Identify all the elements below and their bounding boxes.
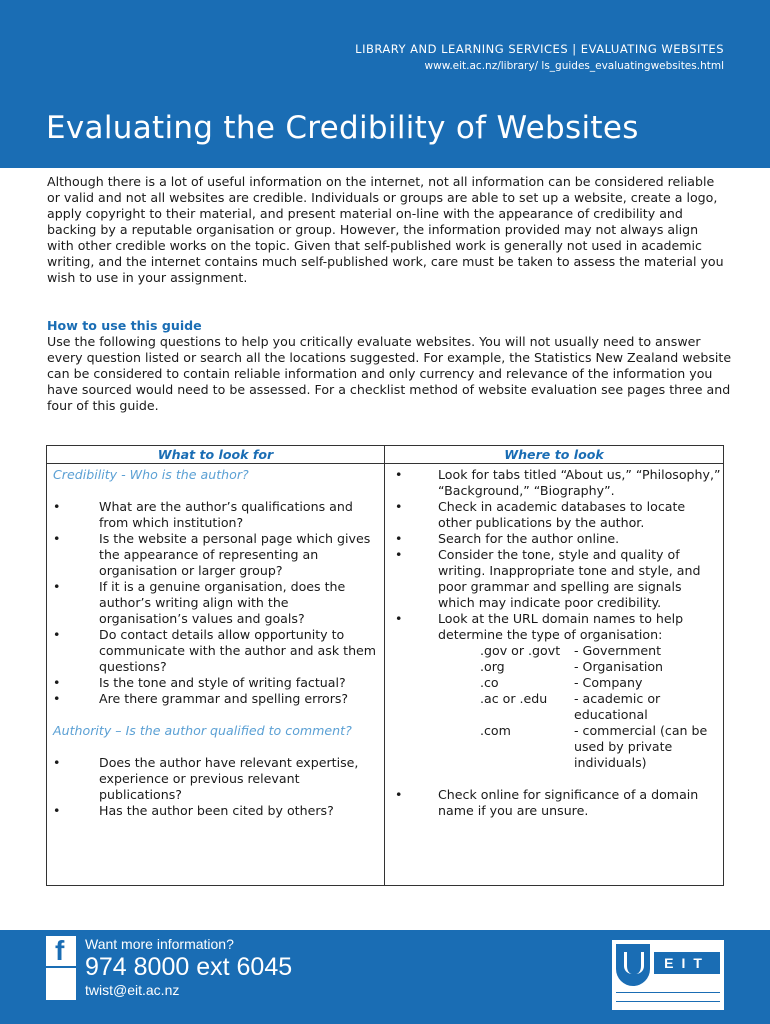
what-column xyxy=(53,467,379,819)
list-item: • Check online for significance of a domain name if you are unsure. xyxy=(390,787,722,819)
list-item: • Search for the author online. xyxy=(390,531,722,547)
how-to-paragraph: Use the following questions to help you critically evaluate websites. You will not usually need to answer every question listed or search all the locations suggested. For example, the Statistics New Zealand website can be considered to contain reliable information and only currency and relevance of the information you have sourced would need to be assessed. For a checklist method of website evaluation see pages three and four of this guide. xyxy=(47,334,732,413)
list-item: • Consider the tone, style and quality of writing. Inappropriate tone and style, and poor grammar and spelling are signals which may indicate poor credibility. xyxy=(390,547,722,611)
domain-desc: - academic or educational xyxy=(574,691,661,722)
page-title: Evaluating the Credibility of Websites xyxy=(46,110,639,146)
table-column-divider xyxy=(384,446,385,885)
list-item: • Is the tone and style of writing factual? xyxy=(53,675,379,691)
domain-name: .com xyxy=(480,723,511,738)
page-header xyxy=(0,0,770,168)
domain-name: .org xyxy=(480,659,505,674)
footer-square-icon xyxy=(46,968,76,1000)
list-item: • Has the author been cited by others? xyxy=(53,803,379,819)
where-column xyxy=(390,467,722,819)
eit-logo xyxy=(612,940,724,1010)
domain-name: .co xyxy=(480,675,499,690)
domain-desc: - Organisation xyxy=(574,659,664,674)
how-to-heading: How to use this guide xyxy=(47,318,202,333)
list-item: • Is the website a personal page which gives the appearance of representing an organisation or larger group? xyxy=(53,531,379,579)
list-item: • Are there grammar and spelling errors? xyxy=(53,691,379,707)
domain-name: .gov or .govt xyxy=(480,643,561,658)
list-item: • If it is a genuine organisation, does the author’s writing align with the organisation’s values and goals? xyxy=(53,579,379,627)
footer-want-info: Want more information? xyxy=(85,936,234,952)
evaluation-table xyxy=(46,445,724,886)
domain-row xyxy=(390,643,722,659)
authority-heading: Authority – Is the author qualified to comment? xyxy=(53,723,352,738)
column-header-what: What to look for xyxy=(157,447,274,462)
column-header-where: Where to look xyxy=(504,447,604,462)
credibility-heading: Credibility - Who is the author? xyxy=(53,467,249,482)
logo-stripe xyxy=(616,992,720,1002)
domain-name: .ac or .edu xyxy=(480,691,548,706)
facebook-icon[interactable]: f xyxy=(46,936,76,966)
list-item: • Look at the URL domain names to help determine the type of organisation: xyxy=(390,611,722,643)
domain-row xyxy=(390,659,722,675)
domain-desc: - Government xyxy=(574,643,662,658)
list-item: • Do contact details allow opportunity to communicate with the author and ask them questions? xyxy=(53,627,379,675)
footer-email[interactable]: twist@eit.ac.nz xyxy=(85,982,180,998)
domain-row xyxy=(390,675,722,691)
domain-row xyxy=(390,691,722,723)
logo-wordmark: EIT xyxy=(654,952,720,974)
domain-desc: - commercial (can be used by private individuals) xyxy=(574,723,708,770)
shield-icon xyxy=(616,944,650,986)
list-item: • Check in academic databases to locate other publications by the author. xyxy=(390,499,722,531)
domain-desc: - Company xyxy=(574,675,643,690)
intro-paragraph: Although there is a lot of useful information on the internet, not all information can be considered reliable or valid and not all websites are credible. Individuals or groups are able to set up a website, create a logo, apply copyright to their material, and present material on-line with the appearance of credibility and backing by a reputable organisation or group. However, the information provided may not always align with other credible works on the topic. Given that self-published work is generally not used in academic writing, and the internet contains much self-published work, care must be taken to assess the material you wish to use in your assignment. xyxy=(47,174,724,285)
table-header-divider xyxy=(47,463,723,464)
list-item: • What are the author’s qualifications and from which institution? xyxy=(53,499,379,531)
header-department: LIBRARY AND LEARNING SERVICES | EVALUATING WEBSITES xyxy=(355,42,724,56)
list-item: • Does the author have relevant expertise, experience or previous relevant publications? xyxy=(53,755,379,803)
footer-phone: 974 8000 ext 6045 xyxy=(85,953,293,981)
header-url[interactable]: www.eit.ac.nz/library/ ls_guides_evaluatingwebsites.html xyxy=(424,60,724,72)
list-item: • Look for tabs titled “About us,” “Philosophy,” “Background,” “Biography”. xyxy=(390,467,722,499)
domain-row xyxy=(390,723,722,771)
